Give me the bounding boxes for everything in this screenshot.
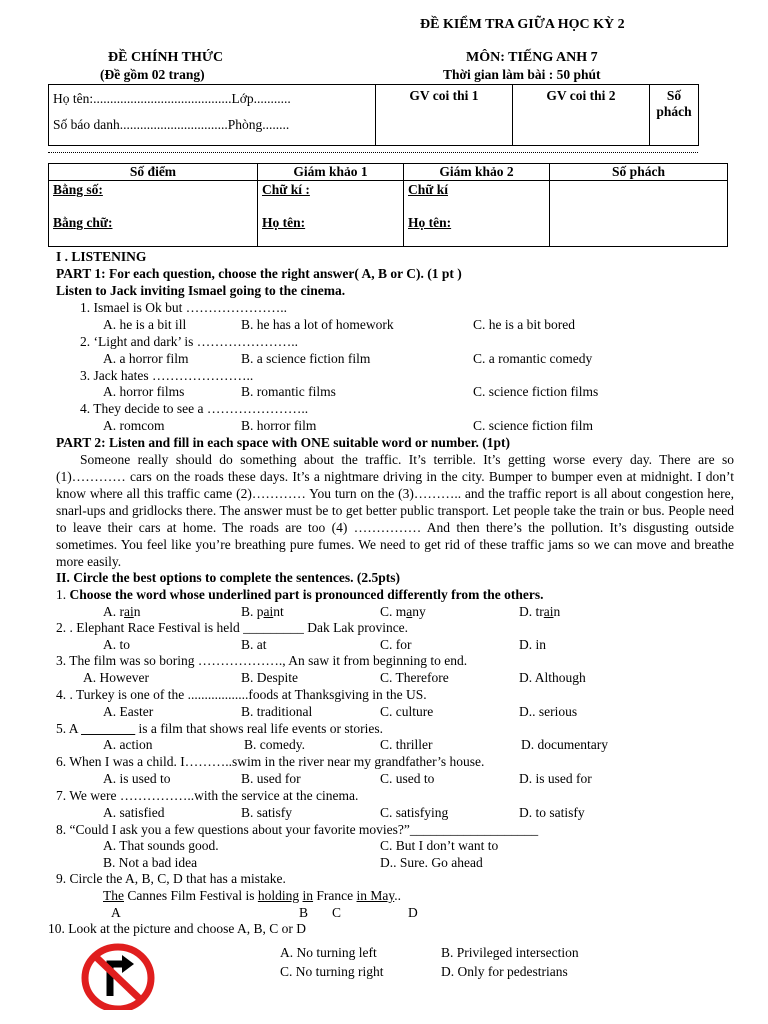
s2-q10-c[interactable]: C. No turning right <box>280 964 384 979</box>
score-table <box>48 163 728 247</box>
s2-q10: 10. Look at the picture and choose A, B, C or D <box>48 921 306 936</box>
s2-q7-d[interactable]: D. to satisfy <box>519 805 585 820</box>
s2-q9: 9. Circle the A, B, C, D that has a mistake. <box>56 871 286 886</box>
s2-q5-d[interactable]: D. documentary <box>521 737 608 752</box>
s2-q8-c[interactable]: C. But I don’t want to <box>380 838 499 853</box>
s2-q6-c[interactable]: C. used to <box>380 771 435 786</box>
l-q4: 4. They decide to see a ………………….. <box>80 401 309 416</box>
s2-q5-b[interactable]: B. comedy. <box>244 737 305 752</box>
pages-note: (Đề gồm 02 trang) <box>100 67 205 82</box>
examiner2-header: Giám khảo 2 <box>404 164 550 181</box>
s2-q8-b[interactable]: B. Not a bad idea <box>103 855 198 870</box>
no-right-turn-sign-icon <box>80 940 156 1010</box>
s2-q8: 8. “Could I ask you a few questions about your favorite movies?”___________________ <box>56 822 539 837</box>
score-words[interactable]: Bằng chữ: <box>53 215 113 230</box>
s2-q6: 6. When I was a child. I………..swim in the river near my grandfather’s house. <box>56 754 485 769</box>
sophach-value <box>550 181 728 247</box>
s2-q8-d[interactable]: D.. Sure. Go ahead <box>380 855 483 870</box>
score-number[interactable]: Bằng số: <box>53 182 103 197</box>
s2-q1-d[interactable]: D. train <box>519 604 561 619</box>
gv2-cell: GV coi thi 2 <box>513 85 650 146</box>
name-field[interactable]: Họ tên:.........................................Lớp........... <box>53 91 291 106</box>
cut-line <box>48 152 698 153</box>
s2-q9-a[interactable]: A <box>111 905 121 920</box>
s2-q6-b[interactable]: B. used for <box>241 771 301 786</box>
s2-q9-sentence: The Cannes Film Festival is holding in France in May.. <box>103 888 402 903</box>
s2-q7-c[interactable]: C. satisfying <box>380 805 449 820</box>
traffic-passage: Someone really should do something about the traffic. It’s terrible. It’s getting worse every day. There are so (1)………… cars on the roads these days. It’s a nightmare driving in the city. Bumper to bumper even at midnight. I don’t know where all this traffic came (2)………… You turn on the (3)……….. and the traffic report is all about congestion here, snarl-ups and gridlocks there. The answer must be to get better public transport. Let people take the train or bus. People need to leave their cars at home. The roads are too (4) …………… And then there’s the pollution. It’s disgusting outside sometimes. You feel like you’re breathing pure fumes. We need to get rid of these traffic jams so we can move and breathe more easily. <box>56 452 734 569</box>
s2-q10-d[interactable]: D. Only for pedestrians <box>441 964 568 979</box>
subject: MÔN: TIẾNG ANH 7 <box>466 50 598 65</box>
part2-heading: PART 2: Listen and fill in each space with ONE suitable word or number. (1pt) <box>56 435 510 450</box>
part1-heading: PART 1: For each question, choose the right answer( A, B or C). (1 pt ) <box>56 266 462 281</box>
s2-q1-c[interactable]: C. many <box>380 604 426 619</box>
exam-time: Thời gian làm bài : 50 phút <box>443 67 601 82</box>
s2-q5-c[interactable]: C. thriller <box>380 737 433 752</box>
l-q2-c[interactable]: C. a romantic comedy <box>473 351 593 366</box>
gv1-cell: GV coi thi 1 <box>376 85 513 146</box>
exam-title: ĐỀ KIỂM TRA GIỮA HỌC KỲ 2 <box>420 17 625 32</box>
info-table <box>48 84 699 146</box>
s2-q10-a[interactable]: A. No turning left <box>280 945 377 960</box>
l-q4-b[interactable]: B. horror film <box>241 418 317 433</box>
sophach-cell: Số phách <box>650 85 699 146</box>
s2-q2-d[interactable]: D. in <box>519 637 546 652</box>
l-q3-b[interactable]: B. romantic films <box>241 384 336 399</box>
s2-q5-a[interactable]: A. action <box>103 737 153 752</box>
signature1[interactable]: Chữ kí : <box>262 182 310 197</box>
l-q2: 2. ‘Light and dark’ is ………………….. <box>80 334 298 349</box>
l-q2-a[interactable]: A. a horror film <box>103 351 189 366</box>
s2-q1-b[interactable]: B. paint <box>241 604 284 619</box>
s2-q4-d[interactable]: D.. serious <box>519 704 578 719</box>
s2-q7-b[interactable]: B. satisfy <box>241 805 293 820</box>
section2-heading: II. Circle the best options to complete the sentences. (2.5pts) <box>56 570 400 585</box>
s2-q10-b[interactable]: B. Privileged intersection <box>441 945 579 960</box>
id-field[interactable]: Số báo danh................................Phòng........ <box>53 117 290 132</box>
examiner2-name[interactable]: Họ tên: <box>408 215 452 230</box>
l-q3: 3. Jack hates ………………….. <box>80 368 254 383</box>
l-q3-c[interactable]: C. science fiction films <box>473 384 599 399</box>
s2-q4: 4. . Turkey is one of the ..................foods at Thanksgiving in the US. <box>56 687 427 702</box>
l-q2-b[interactable]: B. a science fiction film <box>241 351 371 366</box>
examiner1-header: Giám khảo 1 <box>258 164 404 181</box>
s2-q3-d[interactable]: D. Although <box>519 670 586 685</box>
s2-q3: 3. The film was so boring ………………., An saw it from beginning to end. <box>56 653 468 668</box>
s2-q2-b[interactable]: B. at <box>241 637 267 652</box>
s2-q9-c[interactable]: C <box>332 905 342 920</box>
s2-q8-a[interactable]: A. That sounds good. <box>103 838 219 853</box>
s2-q4-a[interactable]: A. Easter <box>103 704 154 719</box>
signature2[interactable]: Chữ kí <box>408 182 448 197</box>
l-q1-a[interactable]: A. he is a bit ill <box>103 317 187 332</box>
l-q4-c[interactable]: C. science fiction film <box>473 418 593 433</box>
s2-q4-c[interactable]: C. culture <box>380 704 434 719</box>
s2-q3-a[interactable]: A. However <box>83 670 149 685</box>
part1-intro: Listen to Jack inviting Ismael going to the cinema. <box>56 283 346 298</box>
s2-q1: 1. Choose the word whose underlined part is pronounced differently from the others. <box>56 587 544 602</box>
s2-q7-a[interactable]: A. satisfied <box>103 805 165 820</box>
l-q1-b[interactable]: B. he has a lot of homework <box>241 317 394 332</box>
s2-q5: 5. A ________ is a film that shows real life events or stories. <box>56 721 383 736</box>
examiner1-name[interactable]: Họ tên: <box>262 215 306 230</box>
sophach-header: Số phách <box>550 164 728 181</box>
s2-q6-d[interactable]: D. is used for <box>519 771 592 786</box>
l-q1-c[interactable]: C. he is a bit bored <box>473 317 575 332</box>
l-q3-a[interactable]: A. horror films <box>103 384 185 399</box>
s2-q4-b[interactable]: B. traditional <box>241 704 313 719</box>
s2-q2: 2. . Elephant Race Festival is held _________ Dak Lak province. <box>56 620 409 635</box>
s2-q2-a[interactable]: A. to <box>103 637 130 652</box>
score-header: Số điểm <box>49 164 258 181</box>
l-q4-a[interactable]: A. romcom <box>103 418 165 433</box>
listening-heading: I . LISTENING <box>56 249 147 264</box>
s2-q9-b[interactable]: B <box>299 905 309 920</box>
s2-q3-c[interactable]: C. Therefore <box>380 670 449 685</box>
official-label: ĐỀ CHÍNH THỨC <box>108 50 224 65</box>
l-q1: 1. Ismael is Ok but ………………….. <box>80 300 287 315</box>
s2-q2-c[interactable]: C. for <box>380 637 412 652</box>
s2-q1-a[interactable]: A. rain <box>103 604 141 619</box>
s2-q7: 7. We were ……………..with the service at the cinema. <box>56 788 359 803</box>
s2-q3-b[interactable]: B. Despite <box>241 670 298 685</box>
s2-q6-a[interactable]: A. is used to <box>103 771 171 786</box>
s2-q9-d[interactable]: D <box>408 905 418 920</box>
